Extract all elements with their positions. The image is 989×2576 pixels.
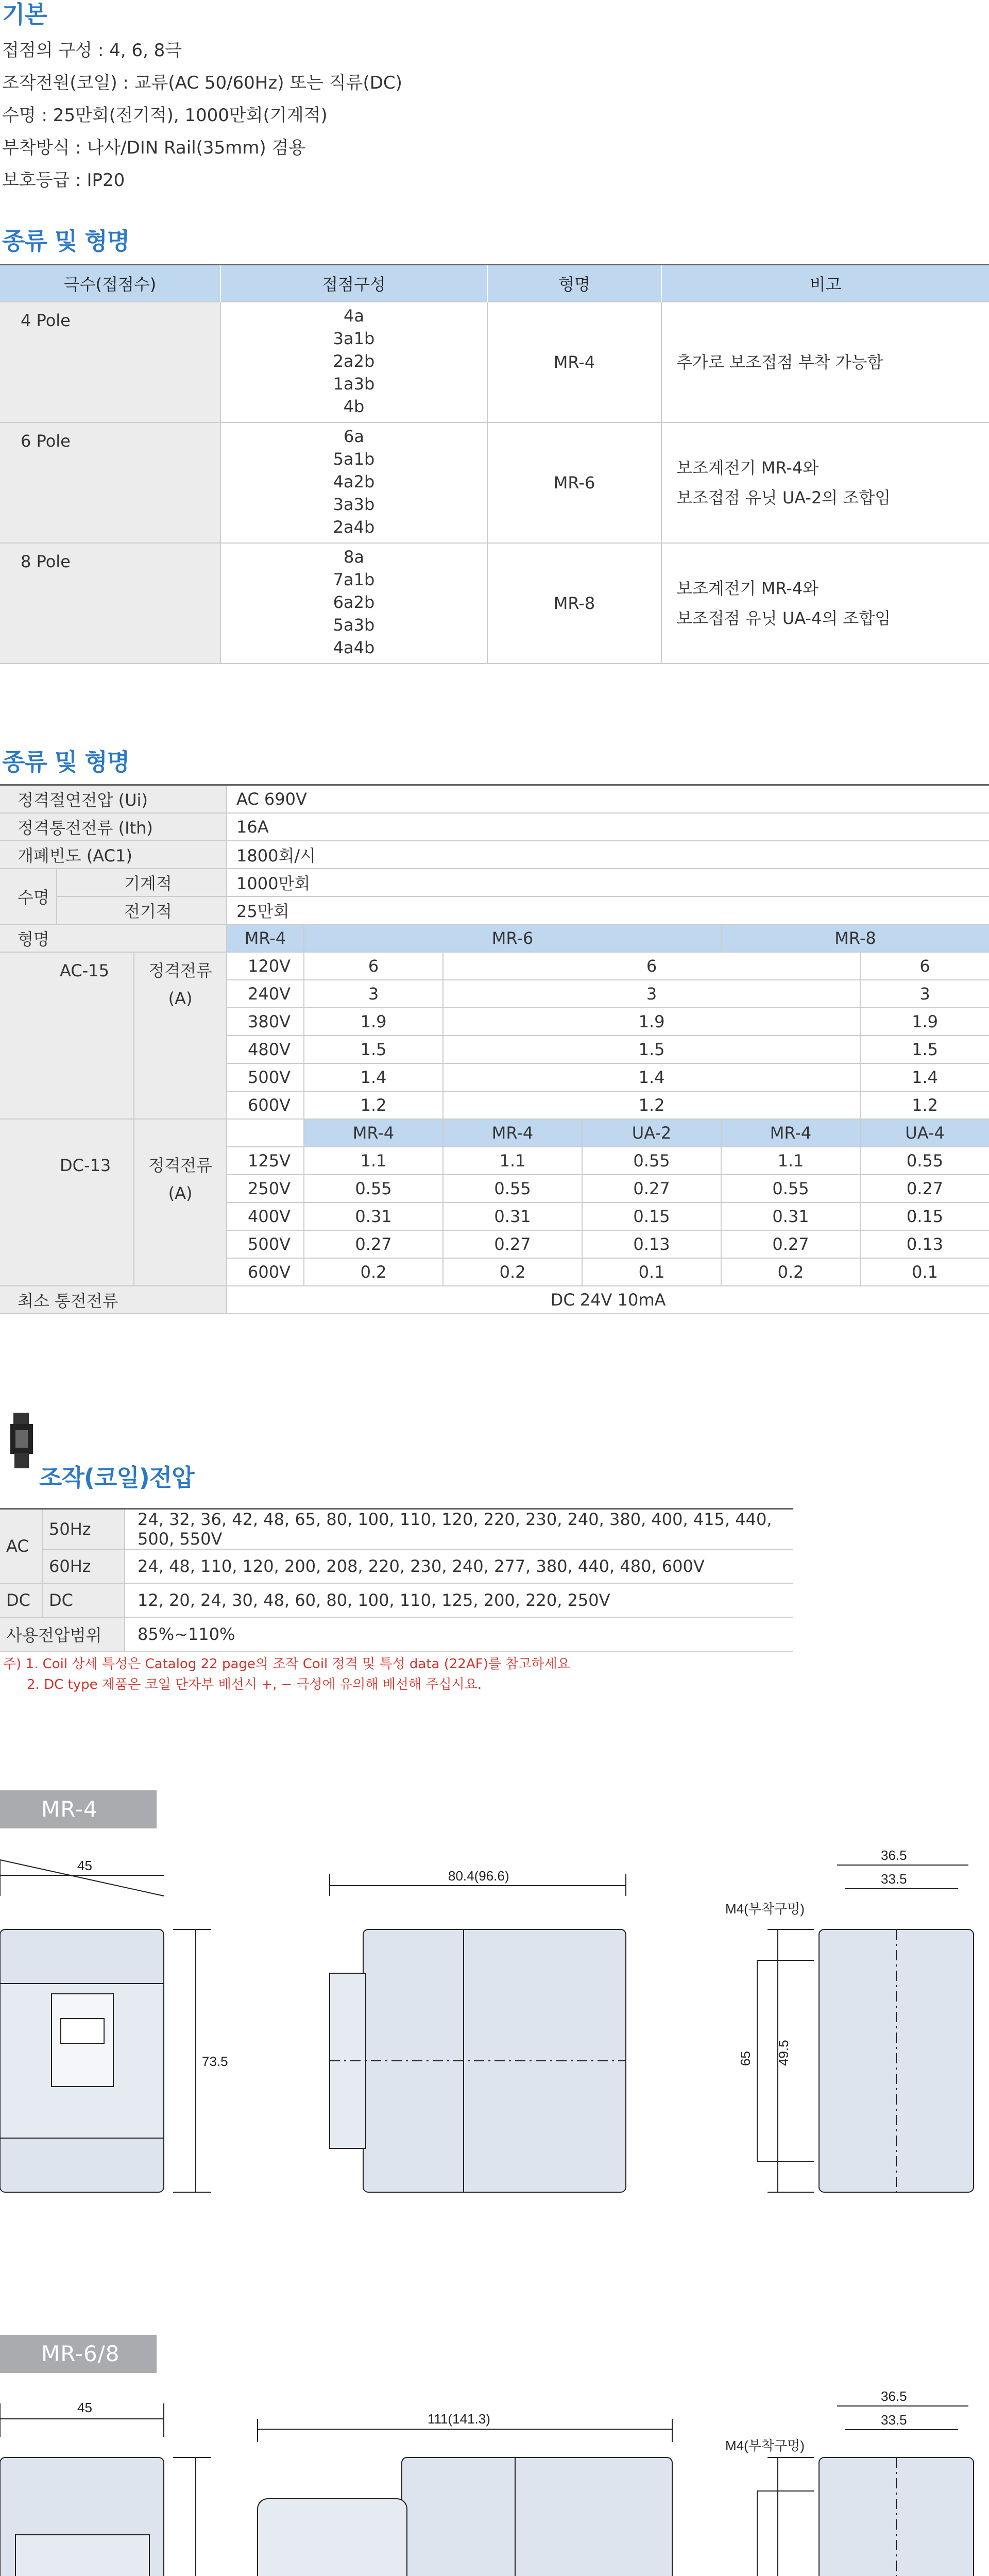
ratings-title: 종류 및 형명 [2,748,130,776]
mr68-dim-mount-inner: 33.5 [881,2412,907,2428]
value-cell: 0.27 [304,1230,443,1258]
dc-model-1: MR-4 [304,1119,443,1147]
dc-model-4: MR-4 [721,1119,860,1147]
value-cell: 1.2 [860,1091,989,1119]
mr68-dimension-drawing [0,2380,989,2576]
contact-item: 5a1b [333,449,375,469]
ac-model-mr4: MR-4 [227,924,304,952]
contact-item: 1a3b [333,374,375,394]
table-row [0,924,989,952]
value-cell: 0.31 [304,1202,443,1230]
value-cell: 0.13 [582,1230,721,1258]
value-cell: 1.5 [860,1036,989,1063]
pole-kind: 4 Pole [0,302,220,422]
ac15-label [57,952,134,1119]
mr4-dimension-drawing [0,1839,989,2241]
value-cell: 1.9 [860,1008,989,1036]
contact-list [220,422,487,543]
mr4-dim-mount-note: M4(부착구멍) [725,1901,805,1917]
value-cell: 1.5 [443,1036,860,1063]
value-cell: 1.4 [443,1063,860,1091]
ith-value: 16A [227,813,989,841]
elec-value: 25만회 [227,896,989,924]
contact-list [220,302,487,422]
value-cell: 0.2 [443,1258,582,1286]
value-cell: 0.2 [304,1258,443,1286]
mr4-dim-depth: 80.4(96.6) [448,1868,509,1884]
value-cell: 6 [443,952,860,980]
value-cell: 0.55 [304,1175,443,1202]
voltage-cell: 240V [227,980,304,1008]
table-row [0,1549,793,1583]
contact-item: 5a3b [333,615,375,635]
table-row [0,1583,793,1617]
remark [661,543,989,664]
header-contacts: 접점구성 [220,265,487,302]
value-cell: 3 [443,980,860,1008]
remark-line: 보조계전기 MR-4와 [676,457,819,478]
model-name: MR-6 [487,422,661,543]
table-row [0,543,989,664]
pole-kind: 6 Pole [0,422,220,543]
contact-item: 6a [344,426,364,446]
table-row [0,841,989,869]
voltage-cell: 380V [227,1008,304,1036]
mr4-dim-back-height: 65 [738,2051,753,2066]
model-name: MR-8 [487,543,661,664]
value-cell: 3 [860,980,989,1008]
dc-model-5: UA-4 [860,1119,989,1147]
value-cell: 0.15 [860,1202,989,1230]
dc-model-3: UA-2 [582,1119,721,1147]
voltage-cell: 480V [227,1036,304,1063]
value-cell: 0.13 [860,1230,989,1258]
value-cell: 0.55 [860,1147,989,1175]
table-row [0,952,989,980]
contact-list [220,543,487,664]
types-table [0,264,989,664]
value-cell: 0.27 [582,1175,721,1202]
value-cell: 1.9 [304,1008,443,1036]
model-label: 형명 [0,924,227,952]
table-row [0,896,989,924]
table-row [0,1617,793,1651]
contact-item: 8a [344,547,364,567]
mr68-dim-mount-outer: 36.5 [881,2388,907,2404]
mr4-dim-hole-pitch: 49.5 [776,2040,791,2066]
note-line: 주) 1. Coil 상세 특성은 Catalog 22 page의 조작 Coil 정격 및 특성 data (22AF)를 참고하세요 [3,1656,570,1672]
unit-text: (A) [168,988,193,1008]
voltage-cell: 120V [227,952,304,980]
min-current-label: 최소 통전전류 [0,1286,227,1314]
mr68-dim-width: 45 [77,2400,92,2415]
spec-life: 수명 : 25만회(전기적), 1000만회(기계적) [2,105,328,126]
voltage-cell: 500V [227,1063,304,1091]
elec-label: 전기적 [57,896,227,924]
value-cell: 0.55 [443,1175,582,1202]
header-remarks: 비고 [661,265,989,302]
dc-model-2: MR-4 [443,1119,582,1147]
contact-item: 3a3b [333,494,375,514]
voltage-cell: 600V [227,1258,304,1286]
voltage-cell: 600V [227,1091,304,1119]
value-cell: 1.4 [304,1063,443,1091]
spec-protection: 보호등급 : IP20 [2,170,125,191]
ac-current-label [134,952,227,1119]
voltage-cell: 500V [227,1230,304,1258]
value-cell: 1.1 [304,1147,443,1175]
coil-dc-sub-label: DC [42,1583,125,1617]
table-row [0,785,989,813]
coil-ac-label: AC [0,1509,42,1584]
current-text: 정격전류 [148,960,212,980]
min-current-value: DC 24V 10mA [227,1286,989,1314]
mr68-dim-mount-note: M4(부착구멍) [725,2438,805,2453]
model-name: MR-4 [487,302,661,422]
contact-item: 4a [344,306,364,326]
table-row [0,302,989,422]
table-row [0,1119,989,1147]
voltage-cell: 250V [227,1175,304,1202]
mech-value: 1000만회 [227,869,989,896]
contact-item: 4b [343,396,365,416]
ith-label: 정격통전전류 (Ith) [0,813,227,841]
coil-60hz-label: 60Hz [42,1549,125,1583]
contact-item: 3a1b [333,328,375,348]
contact-item: 4a4b [333,637,375,657]
coil-voltage-table [0,1508,793,1652]
unit-text: (A) [168,1183,193,1203]
remark [661,422,989,543]
value-cell: 0.27 [721,1230,860,1258]
ui-label: 정격절연전압 (Ui) [0,785,227,813]
header-poles: 극수(접점수) [0,265,220,302]
coil-dc-label: DC [0,1583,42,1617]
freq-value: 1800회/시 [227,841,989,869]
table-row [0,1509,793,1550]
types-title: 종류 및 형명 [2,227,130,255]
table-row [0,813,989,841]
value-cell: 3 [304,980,443,1008]
value-cell: 1.1 [721,1147,860,1175]
ac15-text: AC-15 [60,960,109,980]
mr4-dim-height: 73.5 [202,2054,228,2069]
contact-item: 2a4b [333,517,375,537]
dc13-text: DC-13 [60,1155,111,1175]
ratings-table [0,784,989,1314]
value-cell: 1.2 [443,1091,860,1119]
types-header-row [0,265,989,302]
spec-coil: 조작전원(코일) : 교류(AC 50/60Hz) 또는 직류(DC) [2,73,402,93]
ac-model-mr6: MR-6 [304,924,721,952]
coil-60hz-value: 24, 48, 110, 120, 200, 208, 220, 230, 240, 277, 380, 440, 480, 600V [125,1549,793,1583]
basic-title: 기본 [2,1,47,28]
ui-value: AC 690V [227,785,989,813]
voltage-cell: 125V [227,1147,304,1175]
contact-item: 6a2b [333,592,375,612]
value-cell: 6 [860,952,989,980]
value-cell: 0.1 [582,1258,721,1286]
mr4-dim-width: 45 [77,1858,92,1873]
mr4-dim-mount-outer: 36.5 [881,1848,907,1863]
value-cell: 1.2 [304,1091,443,1119]
coil-range-value: 85%~110% [125,1617,793,1651]
coil-dc-value: 12, 20, 24, 30, 48, 60, 80, 100, 110, 125, 200, 220, 250V [125,1583,793,1617]
value-cell: 1.1 [443,1147,582,1175]
coil-50hz-value: 24, 32, 36, 42, 48, 65, 80, 100, 110, 120, 220, 230, 240, 380, 400, 415, 440, 500, 550V [125,1509,793,1550]
spec-mounting: 부착방식 : 나사/DIN Rail(35mm) 겸용 [2,138,306,158]
value-cell: 0.55 [582,1147,721,1175]
value-cell: 0.31 [443,1202,582,1230]
contact-item: 2a2b [333,351,375,371]
coil-terminal-icon [7,1413,36,1469]
remark-line: 보조접점 유닛 UA-2의 조합임 [676,487,891,507]
value-cell: 0.1 [860,1258,989,1286]
contact-item: 4a2b [333,471,375,492]
coil-title: 조작(코일)전압 [39,1464,194,1492]
value-cell: 0.31 [721,1202,860,1230]
value-cell: 1.4 [860,1063,989,1091]
value-cell: 0.27 [860,1175,989,1202]
remark-line: 보조계전기 MR-4와 [676,578,819,598]
header-model: 형명 [487,265,661,302]
table-row [0,422,989,543]
mr4-dim-mount-inner: 33.5 [881,1871,907,1887]
mr68-label: MR-6/8 [0,2335,157,2373]
dc-current-label [134,1119,227,1286]
mech-label: 기계적 [57,869,227,896]
freq-label: 개폐빈도 (AC1) [0,841,227,869]
coil-notes [3,1654,570,1695]
value-cell: 0.2 [721,1258,860,1286]
value-cell: 1.9 [443,1008,860,1036]
value-cell: 0.55 [721,1175,860,1202]
value-cell: 0.27 [443,1230,582,1258]
current-text: 정격전류 [148,1155,212,1175]
remark [661,302,989,422]
value-cell: 0.15 [582,1202,721,1230]
life-label: 수명 [0,869,57,924]
table-row [0,1286,989,1314]
mr4-label: MR-4 [0,1790,157,1828]
value-cell: 1.5 [304,1036,443,1063]
remark-line: 보조접점 유닛 UA-4의 조합임 [676,608,891,628]
remark-line: 추가로 보조접점 부착 가능함 [676,352,883,372]
spec-poles: 접점의 구성 : 4, 6, 8극 [2,40,182,61]
pole-kind: 8 Pole [0,543,220,664]
coil-50hz-label: 50Hz [42,1509,125,1550]
mr68-dim-depth: 111(141.3) [428,2411,490,2427]
ac-model-mr8: MR-8 [721,924,989,952]
table-row [0,869,989,896]
dc13-label [57,1119,134,1286]
value-cell: 6 [304,952,443,980]
voltage-cell: 400V [227,1202,304,1230]
note-line: 2. DC type 제품은 코일 단자부 배선시 +, − 극성에 유의해 배선해 주십시요. [27,1677,482,1692]
contact-item: 7a1b [333,569,375,589]
coil-range-label: 사용전압범위 [0,1617,125,1651]
